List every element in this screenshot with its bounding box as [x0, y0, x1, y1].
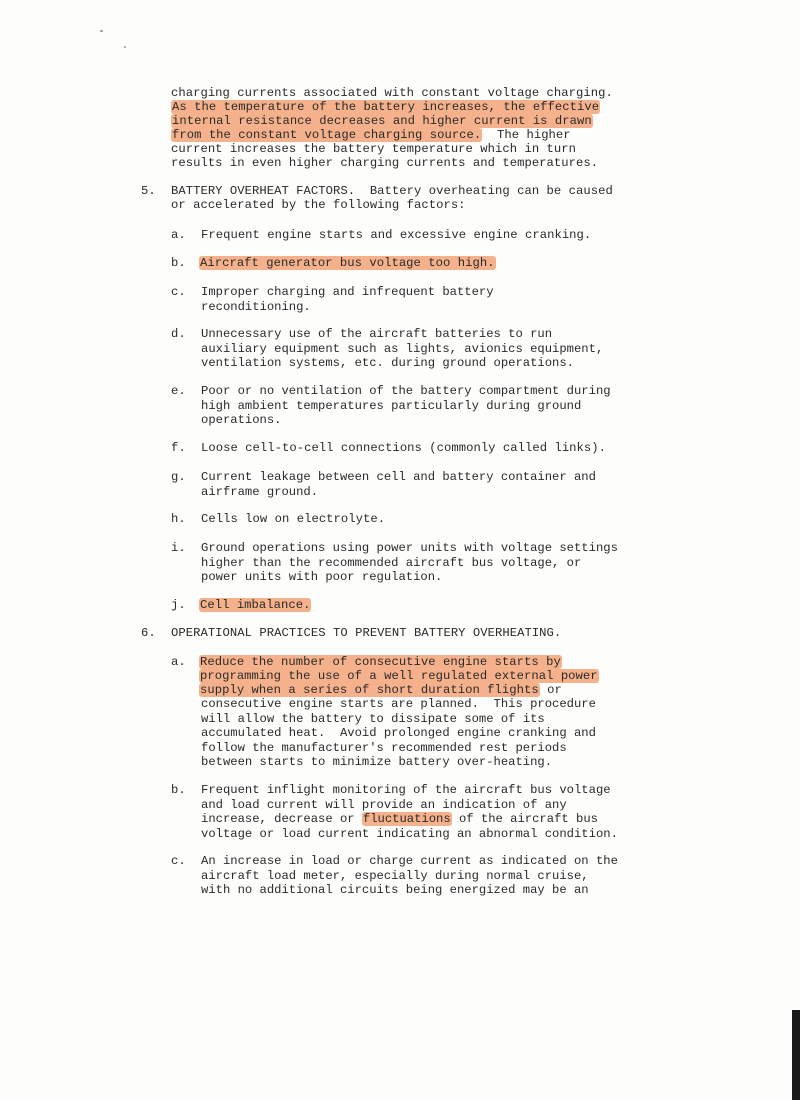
- list-item-line: [201, 812, 618, 827]
- item-letter: g.: [171, 470, 186, 484]
- list-item-line: higher than the recommended aircraft bus voltage, or: [201, 555, 582, 570]
- list-item-text: increase, decrease or: [201, 812, 362, 826]
- list-item-line: between starts to minimize battery over-heating.: [201, 755, 553, 769]
- intro-line: [171, 128, 571, 143]
- list-item: [201, 783, 618, 841]
- highlight-mark: programming the use of a well regulated external power: [200, 669, 598, 683]
- list-item-line: operations.: [201, 413, 282, 427]
- section-number: 5.: [141, 184, 156, 198]
- list-item: Frequent engine starts and excessive engine cranking.: [201, 228, 592, 242]
- highlight-mark: fluctuations: [362, 812, 451, 826]
- item-letter: h.: [171, 512, 186, 526]
- list-item-line: airframe ground.: [201, 484, 319, 499]
- list-item-line: will allow the battery to dissipate some of its: [201, 711, 545, 726]
- intro-line: results in even higher charging currents and temperatures.: [171, 156, 599, 170]
- list-item: [199, 256, 496, 271]
- list-item-line: Current leakage between cell and battery container and: [201, 470, 596, 484]
- highlight-mark: internal resistance decreases and higher current is drawn: [172, 114, 592, 128]
- list-item-line: [199, 669, 599, 684]
- list-item-line: with no additional circuits being energized may be an: [201, 883, 589, 897]
- list-item: Cells low on electrolyte.: [201, 512, 386, 526]
- list-item: [201, 697, 596, 770]
- item-letter: f.: [171, 441, 186, 455]
- list-item-text: or: [539, 683, 562, 697]
- intro-line: [171, 100, 600, 115]
- section-heading: OPERATIONAL PRACTICES TO PREVENT BATTERY OVERHEATING.: [171, 626, 562, 640]
- scan-speck: [124, 46, 126, 48]
- scan-speck: [100, 30, 103, 32]
- list-item-line: and load current will provide an indication of any: [201, 797, 567, 812]
- section-heading: or accelerated by the following factors:: [171, 198, 466, 212]
- item-letter: e.: [171, 384, 186, 398]
- item-letter: a.: [171, 655, 186, 669]
- list-item: [201, 854, 618, 898]
- list-item-line: ventilation systems, etc. during ground operations.: [201, 356, 574, 370]
- list-item-line: consecutive engine starts are planned. This procedure: [201, 697, 596, 711]
- item-letter: b.: [171, 783, 186, 797]
- list-item: [201, 327, 603, 371]
- highlight-mark: As the temperature of the battery increases, the effective: [172, 100, 600, 114]
- item-letter: c.: [171, 854, 186, 868]
- list-item: Loose cell-to-cell connections (commonly called links).: [201, 441, 607, 455]
- list-item: [201, 285, 494, 314]
- list-item-line: An increase in load or charge current as indicated on the: [201, 854, 618, 868]
- list-item: [201, 541, 618, 585]
- list-item-line: high ambient temperatures particularly during ground: [201, 398, 582, 413]
- list-item-line: reconditioning.: [201, 299, 311, 314]
- list-item-line: [199, 655, 562, 670]
- intro-text: The higher: [482, 128, 571, 142]
- highlight-mark: from the constant voltage charging source.: [172, 128, 482, 142]
- item-letter: a.: [171, 228, 186, 242]
- item-letter: c.: [171, 285, 186, 299]
- list-item-line: power units with poor regulation.: [201, 570, 443, 584]
- section-heading: BATTERY OVERHEAT FACTORS. Battery overheating can be caused: [171, 184, 613, 198]
- section-number: 6.: [141, 626, 156, 640]
- list-item-line: Improper charging and infrequent battery: [201, 285, 494, 299]
- list-item-line: Frequent inflight monitoring of the aircraft bus voltage: [201, 783, 611, 797]
- highlight-mark: Cell imbalance.: [200, 598, 311, 612]
- list-item-line: Poor or no ventilation of the battery compartment during: [201, 384, 611, 398]
- list-item-line: follow the manufacturer's recommended rest periods: [201, 740, 567, 755]
- item-letter: j.: [171, 598, 186, 612]
- highlight-mark: Aircraft generator bus voltage too high.: [200, 256, 495, 270]
- list-item-text: of the aircraft bus: [451, 812, 598, 826]
- list-item-line: aircraft load meter, especially during normal cruise,: [201, 868, 589, 883]
- intro-line: charging currents associated with constant voltage charging.: [171, 86, 613, 100]
- item-letter: i.: [171, 541, 186, 555]
- list-item-line: auxiliary equipment such as lights, avionics equipment,: [201, 341, 604, 356]
- list-item-line: Ground operations using power units with voltage settings: [201, 541, 618, 555]
- list-item: [201, 470, 596, 499]
- intro-line: current increases the battery temperature which in turn: [171, 142, 577, 156]
- item-letter: b.: [171, 256, 186, 270]
- list-item-line: voltage or load current indicating an abnormal condition.: [201, 826, 618, 841]
- list-item: [199, 598, 311, 613]
- list-item: [201, 384, 611, 428]
- scan-edge-shadow: [792, 1010, 800, 1100]
- highlight-mark: supply when a series of short duration flights: [200, 683, 539, 697]
- highlight-mark: Reduce the number of consecutive engine starts by: [200, 655, 561, 669]
- list-item-line: [199, 683, 562, 698]
- list-item-line: Unnecessary use of the aircraft batteries to run: [201, 327, 553, 341]
- intro-line: [171, 114, 593, 129]
- list-item-line: accumulated heat. Avoid prolonged engine cranking and: [201, 726, 596, 740]
- item-letter: d.: [171, 327, 186, 341]
